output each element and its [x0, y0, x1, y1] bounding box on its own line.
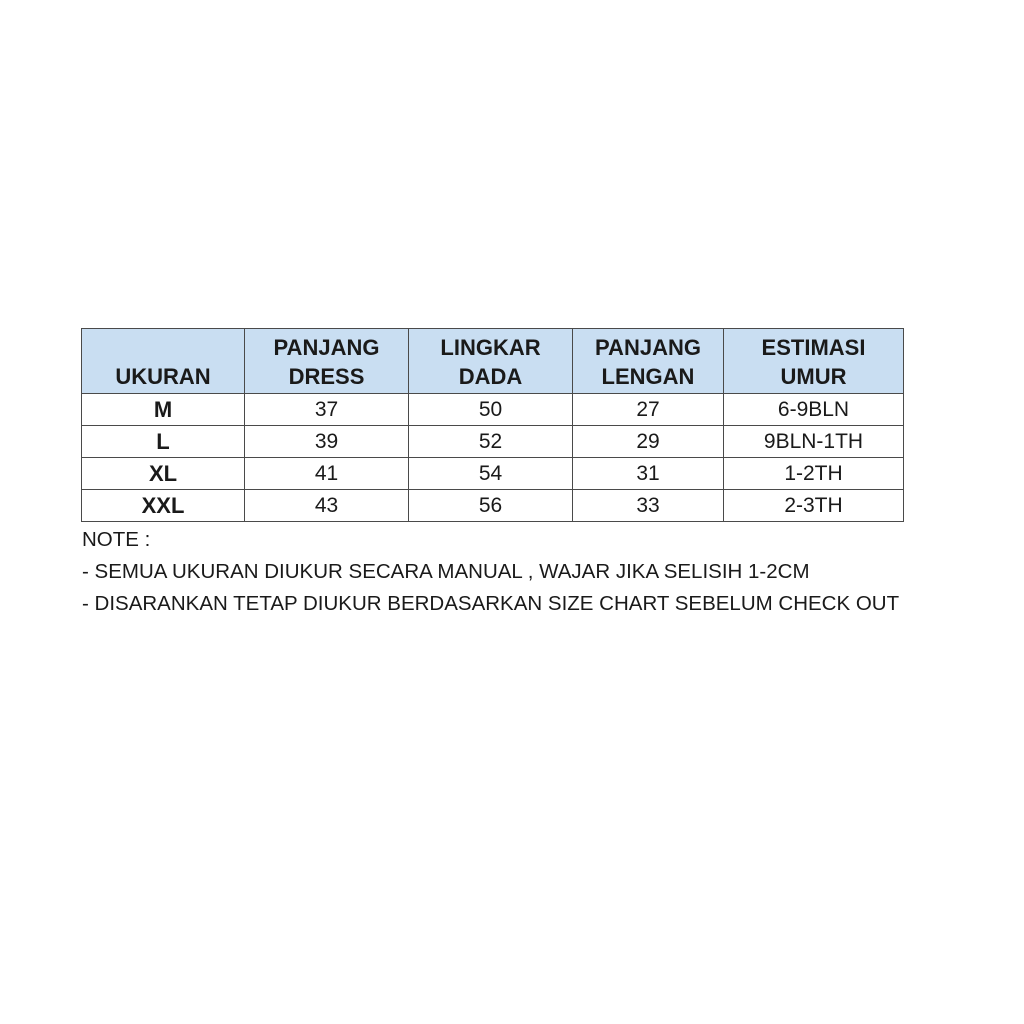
size-cell: XL [82, 458, 245, 490]
size-cell: L [82, 426, 245, 458]
table-row [82, 394, 904, 426]
lingkar-dada-cell: 50 [409, 394, 573, 426]
header-estimasi-umur-line1: ESTIMASI [761, 335, 866, 360]
panjang-lengan-cell: 29 [573, 426, 724, 458]
note-item: - DISARANKAN TETAP DIUKUR BERDASARKAN SIZE CHART SEBELUM CHECK OUT [82, 592, 900, 615]
panjang-lengan-cell: 27 [573, 394, 724, 426]
header-ukuran [82, 329, 245, 394]
panjang-dress-cell: 39 [245, 426, 409, 458]
table-row [82, 458, 904, 490]
table-row [82, 490, 904, 522]
notes-title: NOTE : [82, 528, 151, 551]
panjang-lengan-cell: 31 [573, 458, 724, 490]
lingkar-dada-cell: 54 [409, 458, 573, 490]
size-chart-header [82, 329, 904, 394]
header-panjang-dress-line1: PANJANG [273, 335, 380, 360]
panjang-lengan-cell: 33 [573, 490, 724, 522]
header-panjang-dress [245, 329, 409, 394]
estimasi-umur-cell: 6-9BLN [724, 394, 904, 426]
header-ukuran-line2: UKURAN [115, 364, 211, 389]
header-panjang-lengan [573, 329, 724, 394]
header-panjang-dress-line2: DRESS [288, 364, 365, 389]
lingkar-dada-cell: 52 [409, 426, 573, 458]
panjang-dress-cell: 37 [245, 394, 409, 426]
header-estimasi-umur [724, 329, 904, 394]
panjang-dress-cell: 43 [245, 490, 409, 522]
header-lingkar-dada [409, 329, 573, 394]
notes-section [82, 524, 899, 620]
size-cell: M [82, 394, 245, 426]
size-chart-table [81, 328, 904, 522]
header-panjang-lengan-line1: PANJANG [595, 335, 701, 360]
note-item: - SEMUA UKURAN DIUKUR SECARA MANUAL , WAJAR JIKA SELISIH 1-2CM [82, 560, 810, 583]
panjang-dress-cell: 41 [245, 458, 409, 490]
estimasi-umur-cell: 1-2TH [724, 458, 904, 490]
lingkar-dada-cell: 56 [409, 490, 573, 522]
header-row [82, 329, 904, 394]
header-estimasi-umur-line2: UMUR [780, 364, 847, 389]
header-lingkar-dada-line1: LINGKAR [440, 335, 541, 360]
size-chart-body [82, 394, 904, 522]
header-panjang-lengan-line2: LENGAN [601, 364, 695, 389]
estimasi-umur-cell: 2-3TH [724, 490, 904, 522]
header-lingkar-dada-line2: DADA [458, 364, 523, 389]
header-ukuran-line1 [82, 333, 244, 362]
table-row [82, 426, 904, 458]
estimasi-umur-cell: 9BLN-1TH [724, 426, 904, 458]
size-cell: XXL [82, 490, 245, 522]
